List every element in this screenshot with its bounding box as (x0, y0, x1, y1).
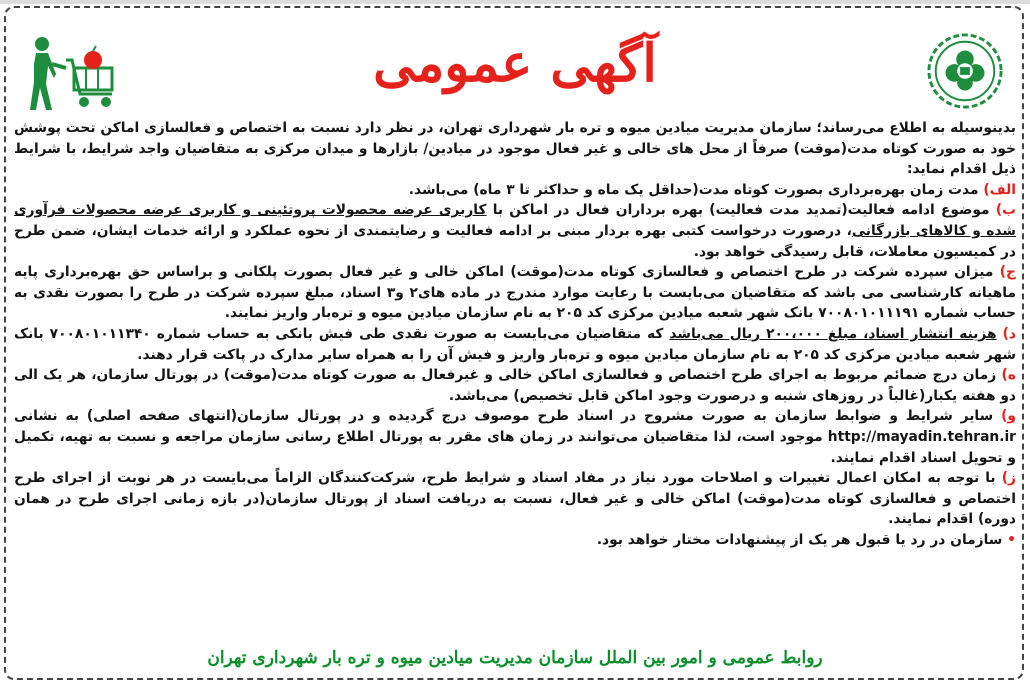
item-text: زمان درج ضمائم مربوط به اجرای طرح اختصاص و فعالسازی اماکن خالی و غیرفعال به صورت کوتاه مدت(موقت) در پورتال سازمان، هر یک الی دو هفته یکبار(غالباً در روزهای شنبه و درصورت وجود اماکن قابل تخصیص) می‌باشد. (14, 367, 1016, 404)
portal-url[interactable]: http://mayadin.tehran.ir (827, 428, 1016, 445)
intro-paragraph: بدینوسیله به اطلاع می‌رساند؛ سازمان مدیریت میادین میوه و تره بار شهرداری تهران، در نظر دارد نسبت به اختصاص و فعالسازی اماکن تحت پوشش خود به صورت کوتاه مدت(موقت) صرفاً از محل های خالی و غیر فعال موجود در میادین/ بازارها و میدان مرکزی به متقاضیان واجد شرایط، با شرایط ذیل اقدام نماید: (14, 120, 1016, 178)
item-label: ز) (1001, 470, 1016, 487)
item-text: میزان سپرده شرکت در طرح اختصاص و فعالسازی کوتاه مدت(موقت) اماکن خالی و غیر فعال بصورت پلکانی و براساس حق بهره‌برداری پایه ماهیانه کارشناسی می باشد که متقاضیان می‌بایست با رعایت موارد مندرج در ماده های۲ و۳ اسناد، مبلغ سپرده شرکت در طرح را بصورت نقدی به حساب شماره ۷۰۰۸۰۱۰۱۱۱۹۱ بانک شهر شعبه میادین مرکزی کد ۲۰۵ به نام سازمان میادین میوه و تره‌بار واریز نمایند. (14, 264, 1017, 322)
organization-logo-icon (926, 32, 1004, 110)
document-fee: هزینه انتشار اسناد، مبلغ ۲۰۰،۰۰۰ ریال می‌باشد (669, 325, 997, 342)
item-vav (14, 406, 1016, 468)
footer-signature: روابط عمومی و امور بین الملل سازمان مدیریت میادین میوه و تره بار شهرداری تهران (207, 648, 823, 668)
item-text: سایر شرایط و ضوابط سازمان به صورت مشروح در اسناد طرح موصوف درج گردیده و در پورتال سازمان(انتهای صفحه اصلی) به نشانی (14, 408, 994, 425)
item-he (14, 365, 1016, 406)
announcement-body (14, 118, 1016, 550)
item-dal (14, 324, 1016, 365)
item-text: موجود است، لذا متقاضیان می‌توانند در زمان های مقرر به پورتال اطلاع رسانی سازمان مراجعه و نسبت به تهیه، تکمیل و تحویل اسناد اقدام نمایند. (14, 428, 1016, 466)
header (0, 22, 1030, 117)
item-label: ج) (999, 264, 1016, 281)
item-text: مدت زمان بهره‌برداری بصورت کوتاه مدت(حداقل یک ماه و حداکثر تا ۳ ماه) می‌باشد. (408, 181, 979, 198)
page-title: آگهی عمومی (373, 33, 657, 94)
bullet-icon: • (1007, 531, 1016, 548)
item-be (14, 200, 1016, 262)
item-text: سازمان در رد یا قبول هر یک از پیشنهادات مختار خواهد بود. (596, 531, 1003, 548)
item-jim (14, 262, 1016, 324)
item-text: موضوع ادامه فعالیت(تمدید مدت فعالیت) بهره برداران فعال در اماکن با (492, 202, 990, 219)
item-text: که متقاضیان می‌بایست به صورت نقدی طی فیش بانکی به حساب شماره ۷۰۰۸۰۱۰۱۱۳۴۰ بانک شهر شعبه میادین مرکزی کد ۲۰۵ به نام سازمان میادین میوه و تره‌بار واریز و فیش آن را به همراه سایر مدارک در پاکت قرار دهند. (14, 325, 1016, 363)
item-label: ب) (995, 202, 1016, 219)
item-alef (14, 180, 1016, 201)
item-text-underlined: کاربری عرضه محصولات پروتئینی و کاربری عرضه محصولات فرآوری شده و کالاهای بازرگانی (14, 202, 1016, 239)
item-bullet (14, 530, 1016, 551)
item-text: با توجه به امکان اعمال تغییرات و اصلاحات مورد نیاز در مفاد اسناد و شرایط طرح، شرکت‌کنندگان الزاماً می‌بایست در هر نوبت از اجرای طرح اختصاص و فعالسازی کوتاه مدت(موقت) اماکن خالی و غیر فعال، نسبت به دریافت اسناد از پورتال سازمان(در بازه زمانی اجرای طرح در همان دوره) اقدام نمایند. (14, 470, 1016, 528)
item-text: ، درصورت درخواست کتبی بهره بردار مبنی بر ادامه فعالیت و رضایتمندی از نحوه عملکرد و ارائه خدمات ایشان، ضمن طرح در کمیسیون معاملات، قابل رسیدگی خواهد بود. (14, 222, 1016, 260)
shopping-cart-person-icon (26, 34, 118, 114)
item-label: د) (1002, 325, 1016, 342)
item-ze (14, 468, 1016, 530)
item-label: ه) (1001, 367, 1016, 384)
item-label: و) (1001, 408, 1016, 425)
top-divider (0, 0, 1030, 4)
item-label: الف) (983, 181, 1016, 198)
